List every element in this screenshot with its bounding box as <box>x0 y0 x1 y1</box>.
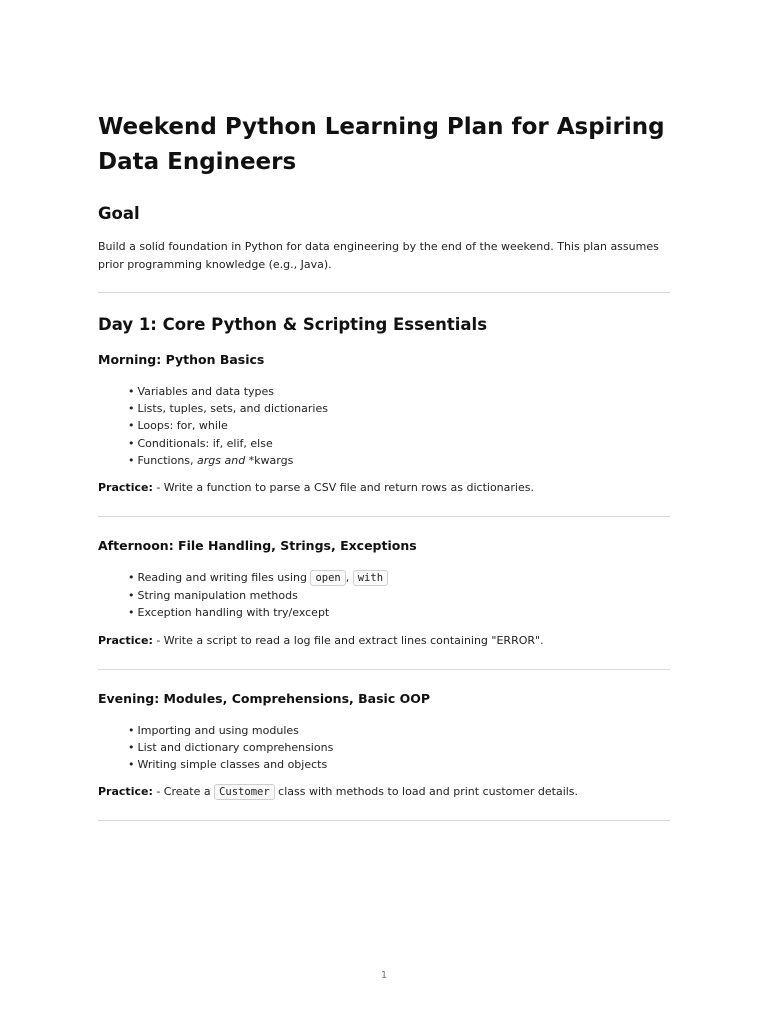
document-page <box>98 110 670 821</box>
page-number: 1 <box>380 970 388 981</box>
list-item: • Lists, tuples, sets, and dictionaries <box>128 402 328 416</box>
morning-heading: Morning: Python Basics <box>98 352 265 367</box>
inline-code: Customer <box>214 784 275 800</box>
divider <box>98 820 670 821</box>
afternoon-practice: Practice: - Write a script to read a log file and extract lines containing "ERROR". <box>98 633 544 647</box>
inline-code: with <box>353 570 388 586</box>
list-item: • Importing and using modules <box>128 723 299 737</box>
bullet-icon: • <box>128 436 135 450</box>
bullet-icon: • <box>128 385 135 398</box>
list-item: • Reading and writing files using open , with <box>128 569 670 587</box>
bullet-icon: • <box>128 419 135 433</box>
list-item: • Conditionals: if, elif, else <box>128 436 273 450</box>
list-item: • Writing simple classes and objects <box>128 758 328 772</box>
bullet-icon: • <box>128 606 135 620</box>
morning-list <box>98 383 670 469</box>
list-item: • String manipulation methods <box>128 589 298 603</box>
bullet-icon: • <box>128 402 135 416</box>
bullet-icon: • <box>128 740 135 754</box>
divider <box>98 516 670 517</box>
day1-heading: Day 1: Core Python & Scripting Essentials <box>98 315 488 334</box>
afternoon-heading: Afternoon: File Handling, Strings, Exceptions <box>98 538 417 554</box>
list-item: • List and dictionary comprehensions <box>128 740 334 754</box>
list-item: • Variables and data types <box>128 385 275 398</box>
divider <box>98 669 670 670</box>
bullet-icon: • <box>128 758 135 772</box>
bullet-icon: • <box>128 723 135 737</box>
list-item: • Exception handling with try/except <box>128 606 330 620</box>
inline-code: open <box>310 570 345 586</box>
divider <box>98 292 670 293</box>
list-item: • Loops: for, while <box>128 419 228 433</box>
bullet-icon: • <box>128 571 135 585</box>
bullet-icon: • <box>128 453 135 467</box>
evening-list <box>98 722 670 774</box>
morning-practice: Practice: - Write a function to parse a CSV file and return rows as dictionaries. <box>98 481 534 495</box>
list-item: • Functions, args and *kwargs <box>128 453 294 467</box>
evening-heading: Evening: Modules, Comprehensions, Basic OOP <box>98 690 430 706</box>
goal-heading: Goal <box>98 204 140 223</box>
evening-practice: Practice: - Create a Customer class with methods to load and print customer details. <box>98 785 579 799</box>
document-title: Weekend Python Learning Plan for Aspiring Data Engineers <box>98 114 665 175</box>
goal-text: Build a solid foundation in Python for data engineering by the end of the weekend. This plan assumes prior programming knowledge (e.g., Java). <box>98 240 659 271</box>
bullet-icon: • <box>128 589 135 603</box>
afternoon-list <box>98 569 670 622</box>
